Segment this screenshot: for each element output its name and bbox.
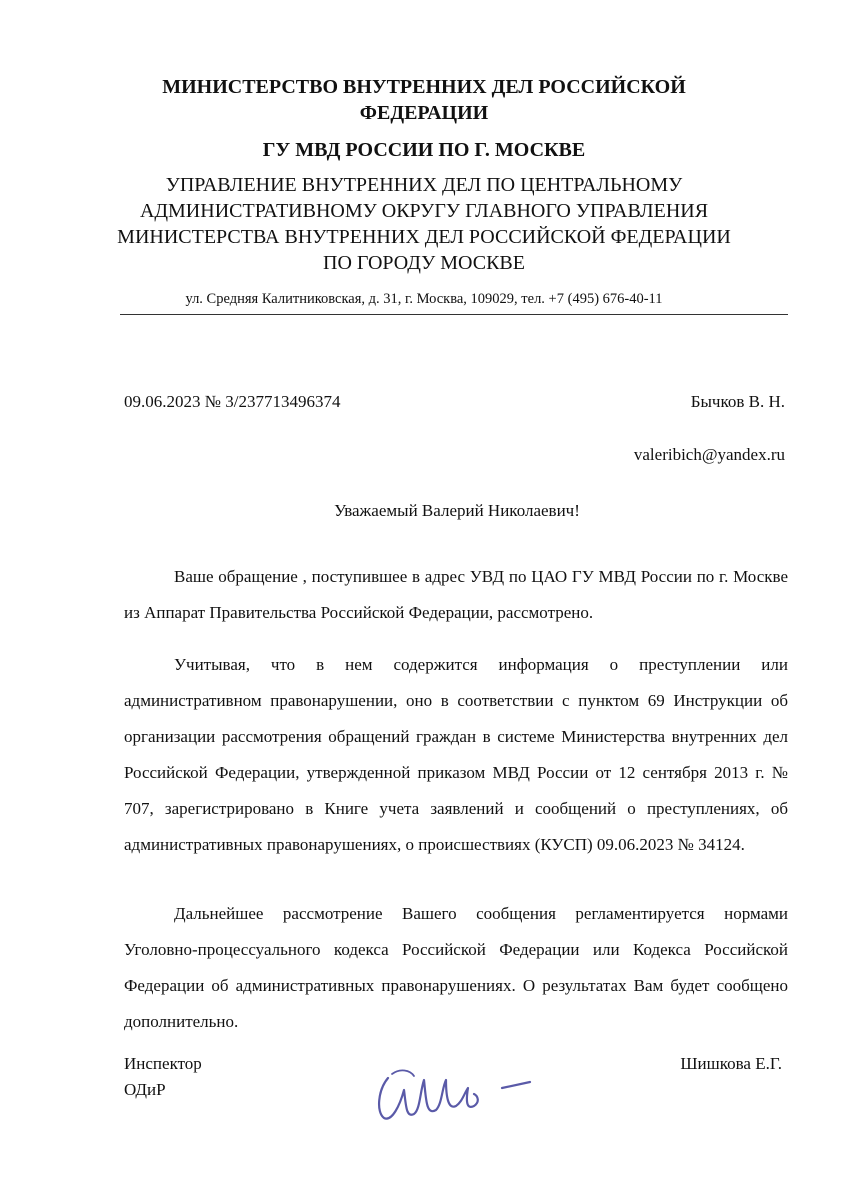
signer-position-line-2: ОДиР — [124, 1080, 166, 1099]
signer-position — [124, 1051, 202, 1103]
addressee-name: Бычков В. Н. — [690, 392, 785, 411]
body-paragraph-3: Дальнейшее рассмотрение Вашего сообщения регламентируется нормами Уголовно-процессуального кодекса Российской Федерации или Кодекса Российской Федерации об административных правонарушениях. О результатах Вам будет сообщено дополнительно. — [124, 904, 788, 1031]
department-address: ул. Средняя Калитниковская, д. 31, г. Москва, 109029, тел. +7 (495) 676-40-11 — [185, 291, 663, 307]
header-divider — [120, 314, 788, 315]
handwritten-signature — [370, 1050, 540, 1130]
signer-position-line-1: Инспектор — [124, 1054, 202, 1073]
greeting: Уважаемый Валерий Николаевич! — [334, 501, 580, 520]
gu-title: ГУ МВД РОССИИ ПО Г. МОСКВЕ — [262, 139, 586, 161]
registration-number: 09.06.2023 № 3/237713496374 — [124, 392, 341, 411]
addressee-email: valeribich@yandex.ru — [633, 445, 785, 464]
ministry-title: МИНИСТЕРСТВО ВНУТРЕННИХ ДЕЛ РОССИЙСКОЙ ФЕДЕРАЦИИ — [162, 76, 686, 124]
department-title: УПРАВЛЕНИЕ ВНУТРЕННИХ ДЕЛ ПО ЦЕНТРАЛЬНОМУ АДМИНИСТРАТИВНОМУ ОКРУГУ ГЛАВНОГО УПРАВЛЕНИЯ МИНИСТЕРСТВА ВНУТРЕННИХ ДЕЛ РОССИЙСКОЙ ФЕДЕРАЦИИ ПО ГОРОДУ МОСКВЕ — [117, 174, 731, 274]
signer-name: Шишкова Е.Г. — [680, 1054, 782, 1073]
body-paragraph-1: Ваше обращение , поступившее в адрес УВД по ЦАО ГУ МВД России по г. Москве из Аппарат Правительства Российской Федерации, рассмотрено. — [124, 567, 788, 622]
body-paragraph-2: Учитывая, что в нем содержится информация о преступлении или административном правонарушении, оно в соответствии с пунктом 69 Инструкции об организации рассмотрения обращений граждан в системе Министерства внутренних дел Российской Федерации, утвержденной приказом МВД России от 12 сентября 2013 г. № 707, зарегистрировано в Книге учета заявлений и сообщений о преступлениях, об административных правонарушениях, о происшествиях (КУСП) 09.06.2023 № 34124. — [124, 655, 788, 854]
